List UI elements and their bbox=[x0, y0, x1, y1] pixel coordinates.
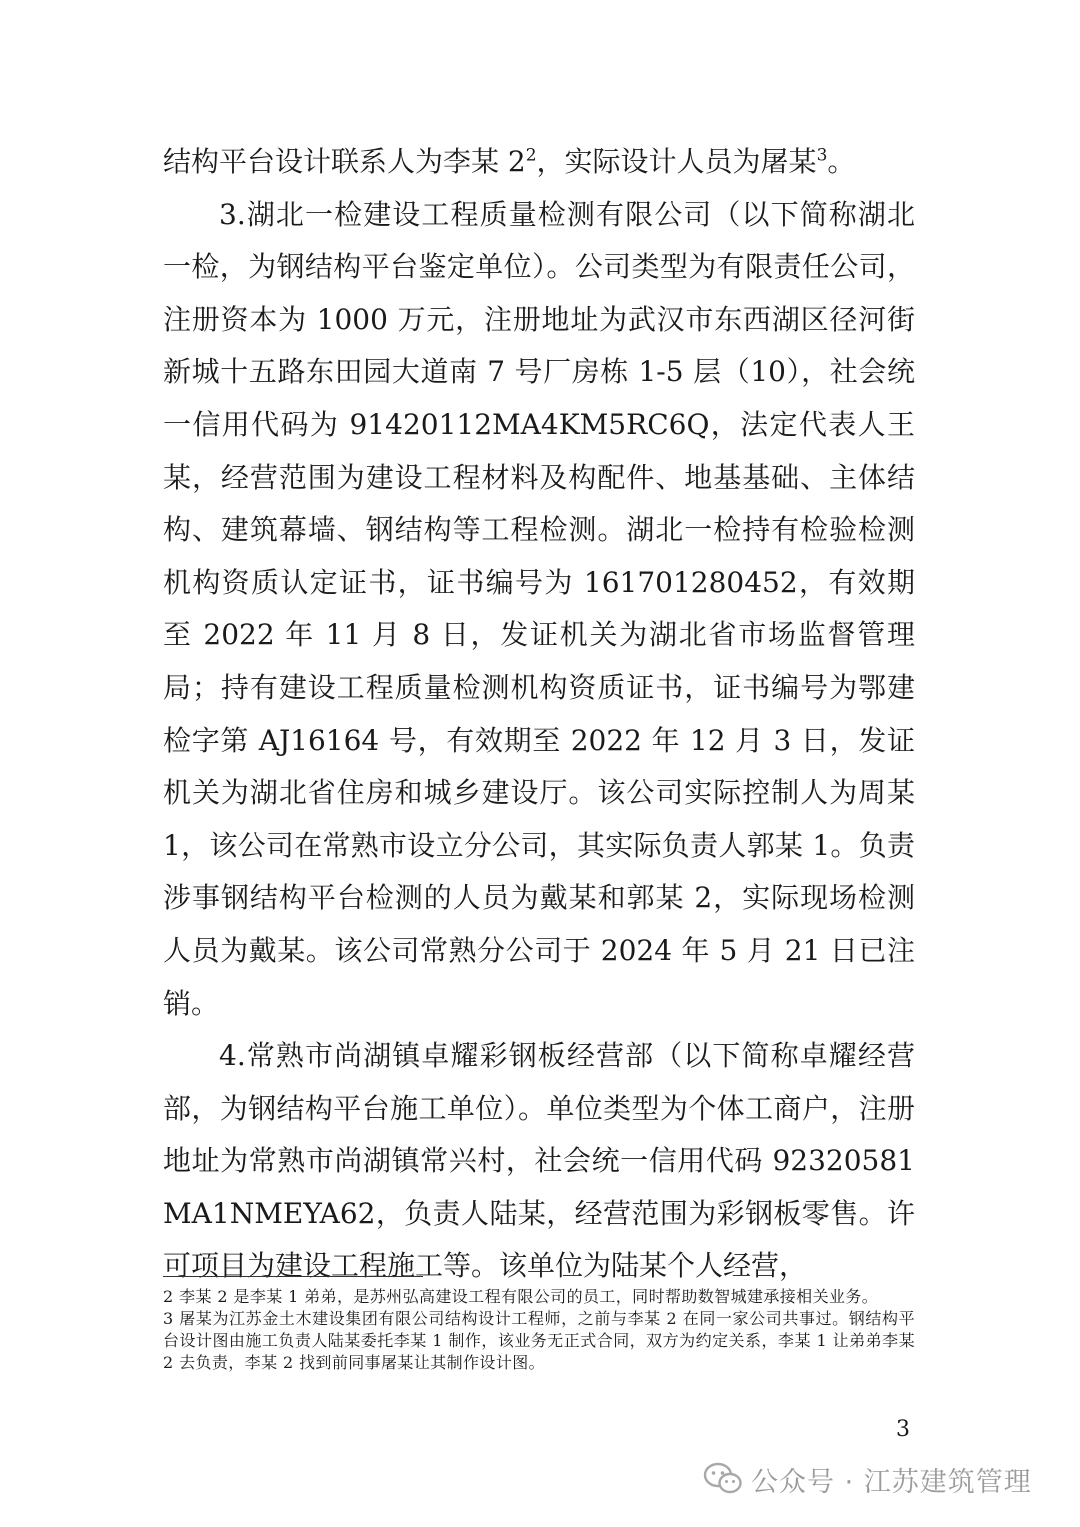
paragraph-hubei-inspection: 3.湖北一检建设工程质量检测有限公司（以下简称湖北一检，为钢结构平台鉴定单位）。公司类型为有限责任公司，注册资本为 1000 万元，注册地址为武汉市东西湖区径河街新城十五路东田园大道南 7 号厂房栋 1-5 层（10），社会统一信用代码为 91420112MA4KM5RC6Q，法定代表人王某，经营范围为建设工程材料及构配件、地基基础、主体结构、建筑幕墙、钢结构等工程检测。湖北一检持有检验检测机构资质认定证书，证书编号为 161701280452，有效期至 2022 年 11 月 8 日，发证机关为湖北省市场监督管理局；持有建设工程质量检测机构资质证书，证书编号为鄂建检字第 AJ16164 号，有效期至 2022 年 12 月 3 日，发证机关为湖北省住房和城乡建设厅。该公司实际控制人为周某 1，该公司在常熟市设立分公司，其实际负责人郭某 1。负责涉事钢结构平台检测的人员为戴某和郭某 2，实际现场检测人员为戴某。该公司常熟分公司于 2024 年 5 月 21 日已注销。 bbox=[163, 197, 915, 1020]
paragraph-continuation bbox=[163, 136, 915, 189]
footnote-divider bbox=[163, 1276, 423, 1277]
wechat-watermark bbox=[703, 1458, 1032, 1500]
page-number: 3 bbox=[896, 1417, 910, 1442]
wechat-icon bbox=[703, 1462, 743, 1496]
paragraph-text: 结构平台设计联系人为李某 2 bbox=[163, 145, 526, 178]
paragraph-text-3: 。 bbox=[827, 145, 856, 178]
paragraph-zhuoyao-business: 4.常熟市尚湖镇卓耀彩钢板经营部（以下简称卓耀经营部，为钢结构平台施工单位）。单位类型为个体工商户，注册地址为常熟市尚湖镇常兴村，社会统一信用代码 92320581MA1NMEYA62，负责人陆某，经营范围为彩钢板零售。许可项目为建设工程施工等。该单位为陆某个人经营， bbox=[163, 1039, 915, 1283]
footnote-ref-2[interactable]: 2 bbox=[525, 145, 537, 166]
body-text bbox=[163, 136, 915, 1293]
watermark-text: 公众号 · 江苏建筑管理 bbox=[751, 1466, 1032, 1498]
footnotes bbox=[163, 1286, 915, 1374]
footnote-ref-3[interactable]: 3 bbox=[816, 145, 828, 166]
paragraph-text-2: ，实际设计人员为屠某 bbox=[536, 145, 817, 178]
footnote-3: 3 屠某为江苏金土木建设集团有限公司结构设计工程师，之前与李某 2 在同一家公司共事过。钢结构平台设计图由施工负责人陆某委托李某 1 制作，该业务无正式合同，双方为约定关系，李某 1 让弟弟李某 2 去负责，李某 2 找到前同事屠某让其制作设计图。 bbox=[163, 1309, 915, 1372]
footnote-2: 2 李某 2 是李某 1 弟弟，是苏州弘高建设工程有限公司的员工，同时帮助数智城建承接相关业务。 bbox=[163, 1287, 879, 1306]
